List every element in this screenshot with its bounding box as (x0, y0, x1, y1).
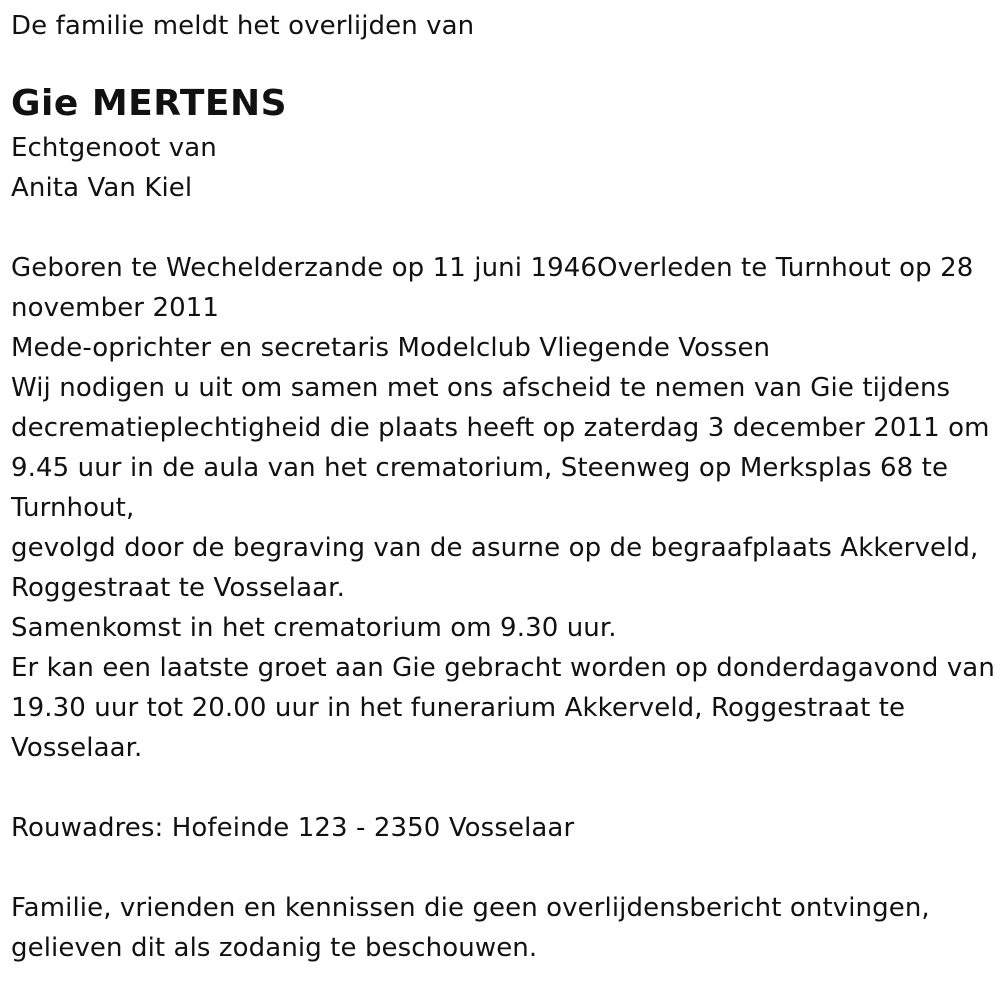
spacer (11, 208, 996, 248)
spacer (11, 848, 996, 888)
burial-text: gevolgd door de begraving van de asurne op de begraafplaats Akkerveld, Roggestraat te Vosselaar. (11, 533, 979, 603)
spouse-name: Anita Van Kiel (11, 173, 193, 203)
viewing-text: Er kan een laatste groet aan Gie gebracht worden op donderdagavond van 19.30 uur tot 20.00 uur in het funerarium Akkerveld, Roggestraat te Vosselaar. (11, 653, 995, 763)
obituary-notice (11, 6, 996, 968)
intro-text: De familie meldt het overlijden van (11, 11, 475, 41)
deceased-name: Gie MERTENS (11, 83, 288, 124)
spacer (11, 768, 996, 808)
relation-label: Echtgenoot van (11, 133, 217, 163)
ceremony-text: Wij nodigen u uit om samen met ons afscheid te nemen van Gie tijdens decrematieplechtigheid die plaats heeft op zaterdag 3 december 2011 om 9.45 uur in de aula van het crematorium, Steenweg op Merksplas 68 te Turnhout, (11, 373, 990, 523)
birth-death-text: Geboren te Wechelderzande op 11 juni 1946Overleden te Turnhout op 28 november 2011 (11, 253, 974, 323)
closing-line-1: Familie, vrienden en kennissen die geen overlijdensbericht ontvingen, (11, 893, 930, 923)
gathering-text: Samenkomst in het crematorium om 9.30 uur. (11, 613, 617, 643)
mourning-address: Rouwadres: Hofeinde 123 - 2350 Vosselaar (11, 813, 575, 843)
role-text: Mede-oprichter en secretaris Modelclub Vliegende Vossen (11, 333, 771, 363)
closing-line-2: gelieven dit als zodanig te beschouwen. (11, 933, 538, 963)
